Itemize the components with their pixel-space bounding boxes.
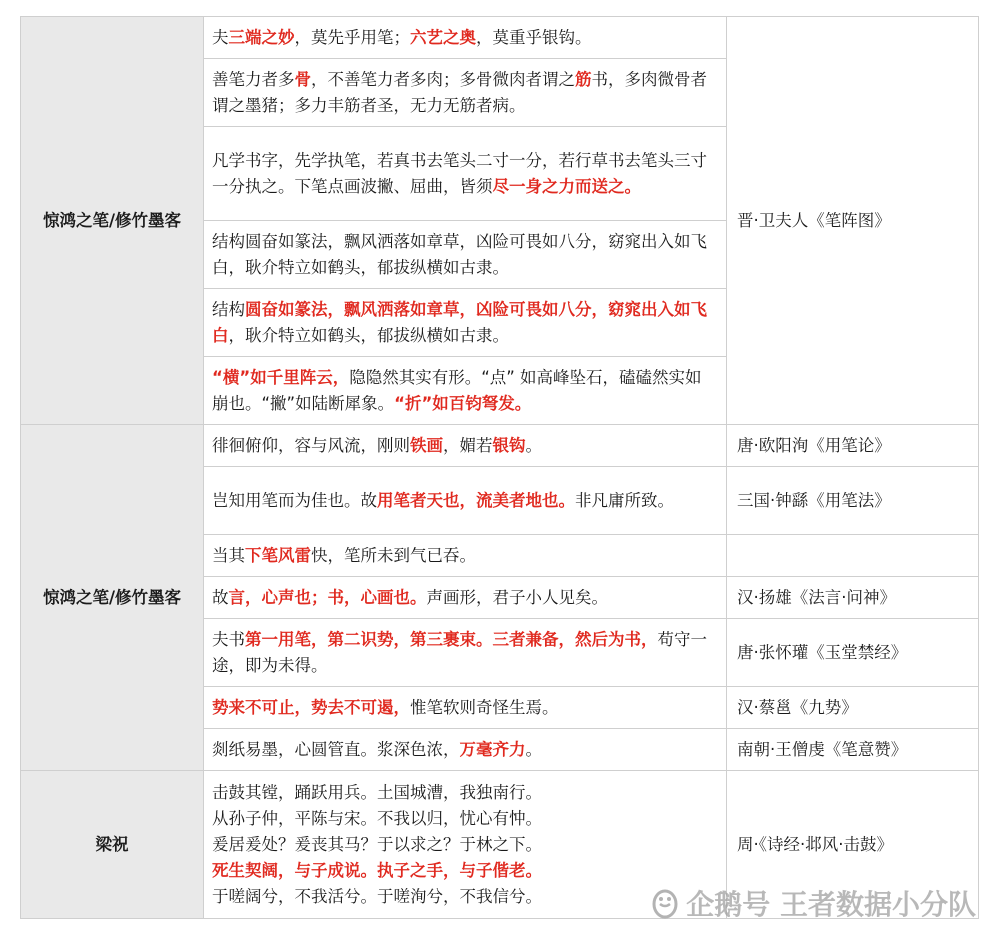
quote-text: 故 (212, 587, 229, 607)
quote-text: 声画形，君子小人见矣。 (426, 587, 608, 607)
group-label: 梁祝 (21, 771, 204, 919)
quote-text: 爰居爰处？爰丧其马？于以求之？于林之下。 (212, 834, 542, 854)
quote-text: 于嗟阔兮，不我活兮。于嗟洵兮，不我信兮。 (212, 886, 542, 906)
highlight-text: 六艺之奥 (410, 27, 476, 47)
highlight-text: 用笔者天也，流美者地也。 (377, 490, 575, 510)
highlight-text: 骨 (294, 69, 311, 89)
quote-text: 剡纸易墨，心圆管直。浆深色浓， (212, 739, 460, 759)
quote-text: 岂知用笔而为佳也。故 (212, 490, 377, 510)
quote-text: 击鼓其镗，踊跃用兵。土国城漕，我独南行。 (212, 782, 542, 802)
poem-line (212, 806, 718, 832)
group-label: 惊鸿之笔/修竹墨客 (21, 17, 204, 425)
highlight-text: 言，心声也；书，心画也。 (228, 587, 427, 607)
quote-text: 徘徊俯仰，容与风流，刚则 (212, 435, 410, 455)
poem-line (212, 780, 718, 806)
highlight-text: 圆奋如篆法，飘风洒落如章草，凶险可畏如八分，窈窕出入如飞白 (212, 299, 707, 345)
quote-cell (204, 289, 727, 357)
watermark (650, 886, 976, 920)
calligraphy-quotes-table (20, 16, 979, 919)
quote-text: 。 (525, 435, 542, 455)
highlight-text: 银钩 (492, 435, 526, 455)
source-cell: 汉·蔡邕《九势》 (727, 687, 979, 729)
quote-cell (204, 127, 727, 221)
source-cell (727, 535, 979, 577)
quote-cell (204, 687, 727, 729)
quote-cell (204, 535, 727, 577)
group-label: 惊鸿之笔/修竹墨客 (21, 425, 204, 771)
highlight-text: 筋 (575, 69, 592, 89)
quote-text: ，耿介特立如鹤头，郁拔纵横如古隶。 (228, 325, 509, 345)
highlight-text: 势来不可止，势去不可遏， (212, 697, 410, 717)
highlight-text: 万毫齐力 (459, 739, 526, 759)
source-cell: 三国·钟繇《用笔法》 (727, 467, 979, 535)
quote-cell (204, 425, 727, 467)
highlight-text: “横”如千里阵云， (212, 367, 350, 387)
poem-line (212, 832, 718, 858)
quote-text: 夫书 (212, 629, 245, 649)
quote-text: 凡学书字，先学执笔，若真书去笔头二寸一分，若行草书去笔头三寸一分执之。下笔点画波撇、屈曲，皆须 (212, 150, 707, 196)
source-cell: 南朝·王僧虔《笔意赞》 (727, 729, 979, 771)
quote-text: 惟笔软则奇怪生焉。 (410, 697, 559, 717)
highlight-text: 死生契阔，与子成说。执子之手，与子偕老。 (212, 860, 542, 880)
quote-text: 苟守一途，即为未得。 (212, 629, 707, 675)
quote-text: 从孙子仲，平陈与宋。不我以归，忧心有忡。 (212, 808, 542, 828)
poem-line (212, 858, 718, 884)
watermark-text: 企鹅号 王者数据小分队 (686, 888, 976, 921)
source-cell: 晋·卫夫人《笔阵图》 (727, 17, 979, 425)
quote-cell (204, 59, 727, 127)
quote-cell (204, 467, 727, 535)
quote-text: 当其 (212, 545, 245, 565)
highlight-text: 铁画 (410, 435, 443, 455)
quote-text: 隐隐然其实有形。“点” 如高峰坠石，磕磕然实如崩也。“撇”如陆断犀象。 (212, 367, 702, 413)
highlight-text: 第一用笔，第二识势，第三裹束。三者兼备，然后为书， (245, 629, 658, 649)
quote-text: ，莫先乎用笔； (294, 27, 410, 47)
highlight-text: “折”如百钧弩发。 (394, 393, 532, 413)
quote-text: 书，多肉微骨者谓之墨猪；多力丰筋者圣，无力无筋者病。 (212, 69, 707, 115)
source-cell: 汉·扬雄《法言·问神》 (727, 577, 979, 619)
quote-cell (204, 17, 727, 59)
highlight-text: 下笔风雷 (245, 545, 311, 565)
table-row (21, 17, 979, 59)
quote-text: 结构圆奋如篆法，飘风洒落如章草，凶险可畏如八分，窈窕出入如飞白，耿介特立如鹤头，郁拔纵横如古隶。 (212, 231, 707, 277)
quote-cell (204, 577, 727, 619)
quote-cell (204, 357, 727, 425)
penguin-logo-icon (650, 887, 680, 919)
quote-text: ，莫重乎银钩。 (476, 27, 592, 47)
quote-text: 夫 (212, 27, 229, 47)
quote-text: 结构 (212, 299, 245, 319)
source-cell: 周·《诗经·邶风·击鼓》 (727, 771, 979, 919)
poem-line (212, 884, 718, 910)
highlight-text: 三端之妙 (228, 27, 295, 47)
quote-text: 。 (525, 739, 542, 759)
table-row (21, 425, 979, 467)
quote-text: ，不善笔力者多肉；多骨微肉者谓之 (311, 69, 575, 89)
source-cell: 唐·张怀瓘《玉堂禁经》 (727, 619, 979, 687)
source-cell: 唐·欧阳洵《用笔论》 (727, 425, 979, 467)
quote-text: 非凡庸所致。 (575, 490, 674, 510)
quote-cell (204, 619, 727, 687)
quote-text: 快，笔所未到气已吞。 (311, 545, 476, 565)
highlight-text: 尽一身之力而送之。 (492, 176, 641, 196)
quote-text: ，媚若 (443, 435, 493, 455)
poem-cell (204, 771, 727, 919)
quote-cell (204, 729, 727, 771)
quote-text: 善笔力者多 (212, 69, 295, 89)
quote-cell (204, 221, 727, 289)
